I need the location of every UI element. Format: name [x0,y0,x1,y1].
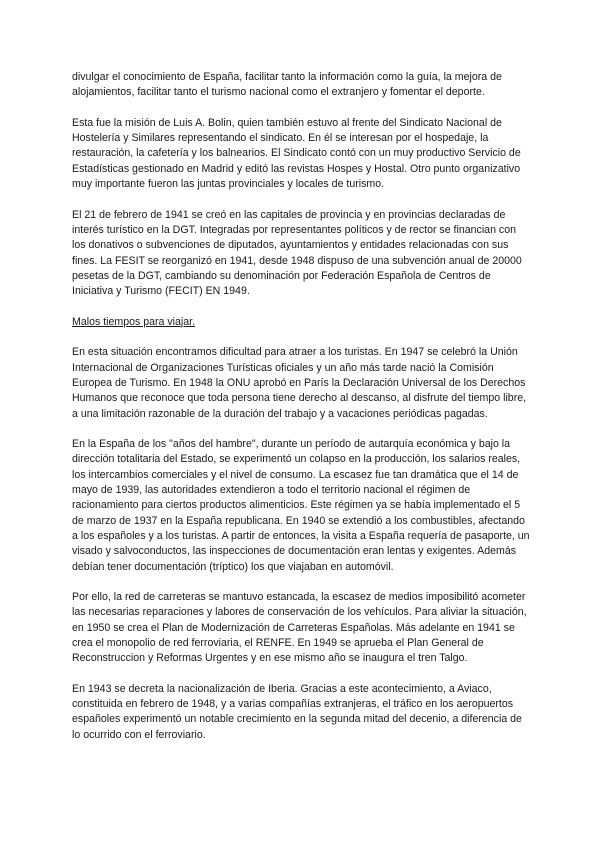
paragraph-luis-bolin: Esta fue la misión de Luis A. Bolin, quien también estuvo al frente del Sindicato Nacional de Hostelería y Similares representando el sindicato. En él se interesan por el hospedaje, la restauración, la cafetería y los balnearios. El Sindicato contó con un muy productivo Servicio de Estadísticas gestionado en Madrid y editó las revistas Hospes y Hostal. Otro punto organizativo muy importante fueron las juntas provinciales y locales de turismo. [72,116,521,191]
section-heading: Malos tiempos para viajar. [72,315,196,328]
paragraph-carreteras: Por ello, la red de carreteras se mantuvo estancada, la escasez de medios imposibilitó acometer las necesarias reparaciones y labores de conservación de los vehículos. Para aliviar la situación, en 1950 se crea el Plan de Modernización de Carreteras Españolas. Más adelante en 1941 se crea el monopolio de red ferroviaria, el RENFE. En 1949 se aprueba el Plan General de Reconstruccion y Reformas Urgentes y en ese mismo año se inaugura el tren Talgo. [72,591,527,665]
paragraph-situacion: En esta situación encontramos dificultad para atraer a los turistas. En 1947 se celebró la Unión Internacional de Organizaciones Turísticas oficiales y un año más tarde nació la Comisión Europea de Turismo. En 1948 la ONU aprobó en París la Declaración Universal de los Derechos Humanos que reconoce que toda persona tiene derecho al descanso, al disfrute del tiempo libre, a una limitación razonable de la duración del trabajo y a vacaciones periódicas pagadas. [72,346,527,420]
paragraph-juntas-1941: El 21 de febrero de 1941 se creó en las capitales de provincia y en provincias declaradas de interés turístico en la DGT. Integradas por representantes políticos y de rector se financian con los donativos o subvenciones de diputados, ayuntamientos y entidades relacionadas con sus fines. La FESIT se reorganizó en 1941, desde 1948 dispuso de una subvención anual de 20000 pesetas de la DGT, cambiando su denominación por Federación Española de Centros de Iniciativa y Turismo (FECIT) EN 1949. [72,208,522,298]
paragraph-intro-continuation: divulgar el conocimiento de España, facilitar tanto la información como la guía, la mejora de alojamientos, facilitar tanto el turismo nacional como el extranjero y fomentar el deporte. [72,71,502,99]
document-page [72,70,532,758]
paragraph-iberia: En 1943 se decreta la nacionalización de Iberia. Gracias a este acontecimiento, a Aviaco, constituida en febrero de 1948, y a varias compañías extranjeras, el tráfico en los aeropuertos españoles experimentó un notable crecimiento en la segunda mitad del decenio, a diferencia de lo ocurrido con el ferroviario. [72,682,522,741]
paragraph-anos-del-hambre: En la España de los "años del hambre", durante un período de autarquía económica y bajo la dirección totalitaria del Estado, se experimentó un colapso en la producción, los salarios reales, los intercambios comerciales y el nivel de consumo. La escasez fue tan dramática que el 14 de mayo de 1939, las autoridades extendieron a todo el territorio nacional el régimen de racionamiento para ciertos productos alimenticios. Este régimen ya se había implementado el 5 de marzo de 1937 en la España republicana. En 1940 se extendió a los combustibles, afectando a los españoles y a los turistas. A partir de entonces, la visita a España requería de pasaporte, un visado y salvoconductos, las inspecciones de documentación eran lentas y exigentes. Además debían tener documentación (tríptico) los que viajaban en automóvil. [72,438,530,573]
